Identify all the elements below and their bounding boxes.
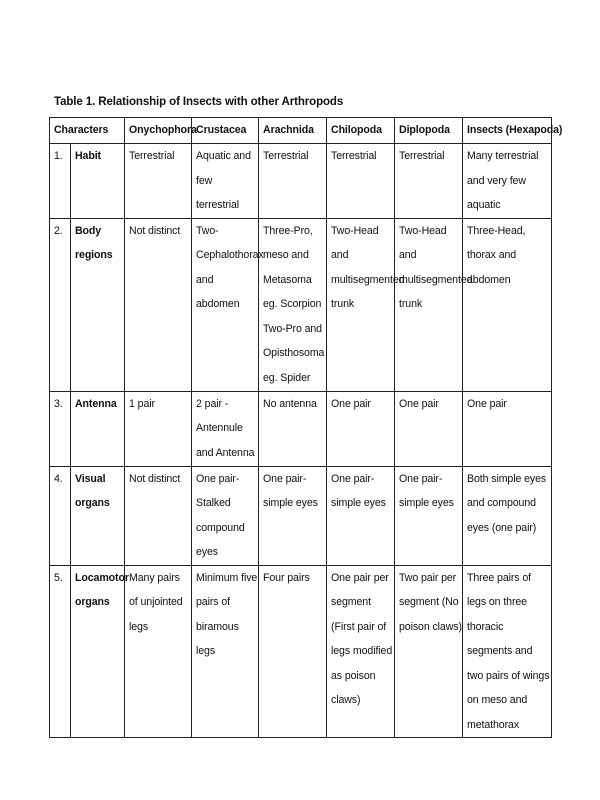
- table-row: [50, 466, 552, 565]
- cell-onychophora: Many pairs of unjointed legs: [125, 565, 192, 738]
- cell-onychophora: 1 pair: [125, 391, 192, 466]
- header-diplopoda: Diplopoda: [395, 118, 463, 144]
- cell-chilopoda: One pair per segment (First pair of legs modified as poison claws): [327, 565, 395, 738]
- cell-crustacea: One pair-Stalked compound eyes: [192, 466, 259, 565]
- cell-onychophora: Terrestrial: [125, 144, 192, 219]
- table-row: [50, 218, 552, 391]
- row-character: Body regions: [71, 218, 125, 391]
- cell-chilopoda: Two-Head and multisegmented trunk: [327, 218, 395, 391]
- cell-crustacea: Minimum five pairs of biramous legs: [192, 565, 259, 738]
- header-insects: Insects (Hexapoda): [463, 118, 552, 144]
- cell-insects: Many terrestrial and very few aquatic: [463, 144, 552, 219]
- arthropod-comparison-table: [49, 117, 563, 738]
- cell-chilopoda: One pair: [327, 391, 395, 466]
- row-character: Locamotor organs: [71, 565, 125, 738]
- row-number: 2.: [50, 218, 71, 391]
- cell-arachnida: Terrestrial: [259, 144, 327, 219]
- row-character: Habit: [71, 144, 125, 219]
- row-number: 3.: [50, 391, 71, 466]
- cell-diplopoda: Two pair per segment (No poison claws): [395, 565, 463, 738]
- cell-arachnida: Four pairs: [259, 565, 327, 738]
- cell-diplopoda: Two-Head and multisegmented trunk: [395, 218, 463, 391]
- row-number: 4.: [50, 466, 71, 565]
- row-character: Antenna: [71, 391, 125, 466]
- cell-arachnida: No antenna: [259, 391, 327, 466]
- header-characters: Characters: [50, 118, 125, 144]
- cell-crustacea: Aquatic and few terrestrial: [192, 144, 259, 219]
- table-row: [50, 391, 552, 466]
- cell-insects: Both simple eyes and compound eyes (one pair): [463, 466, 552, 565]
- cell-insects: Three pairs of legs on three thoracic segments and two pairs of wings on meso and metathorax: [463, 565, 552, 738]
- header-arachnida: Arachnida: [259, 118, 327, 144]
- row-character: Visual organs: [71, 466, 125, 565]
- cell-crustacea: Two-Cephalothorax and abdomen: [192, 218, 259, 391]
- header-chilopoda: Chilopoda: [327, 118, 395, 144]
- header-crustacea: Crustacea: [192, 118, 259, 144]
- cell-chilopoda: One pair-simple eyes: [327, 466, 395, 565]
- row-number: 5.: [50, 565, 71, 738]
- row-number: 1.: [50, 144, 71, 219]
- header-row: [50, 118, 552, 144]
- cell-diplopoda: Terrestrial: [395, 144, 463, 219]
- cell-onychophora: Not distinct: [125, 218, 192, 391]
- header-onychophora: Onychophora: [125, 118, 192, 144]
- cell-onychophora: Not distinct: [125, 466, 192, 565]
- cell-diplopoda: One pair-simple eyes: [395, 466, 463, 565]
- cell-diplopoda: One pair: [395, 391, 463, 466]
- cell-crustacea: 2 pair - Antennule and Antenna: [192, 391, 259, 466]
- cell-insects: Three-Head, thorax and abdomen: [463, 218, 552, 391]
- table-caption: Table 1. Relationship of Insects with other Arthropods: [54, 96, 344, 108]
- cell-insects: One pair: [463, 391, 552, 466]
- cell-arachnida: Three-Pro, meso and Metasoma eg. Scorpion Two-Pro and Opisthosoma eg. Spider: [259, 218, 327, 391]
- cell-chilopoda: Terrestrial: [327, 144, 395, 219]
- table-row: [50, 565, 552, 738]
- table-row: [50, 144, 552, 219]
- cell-arachnida: One pair-simple eyes: [259, 466, 327, 565]
